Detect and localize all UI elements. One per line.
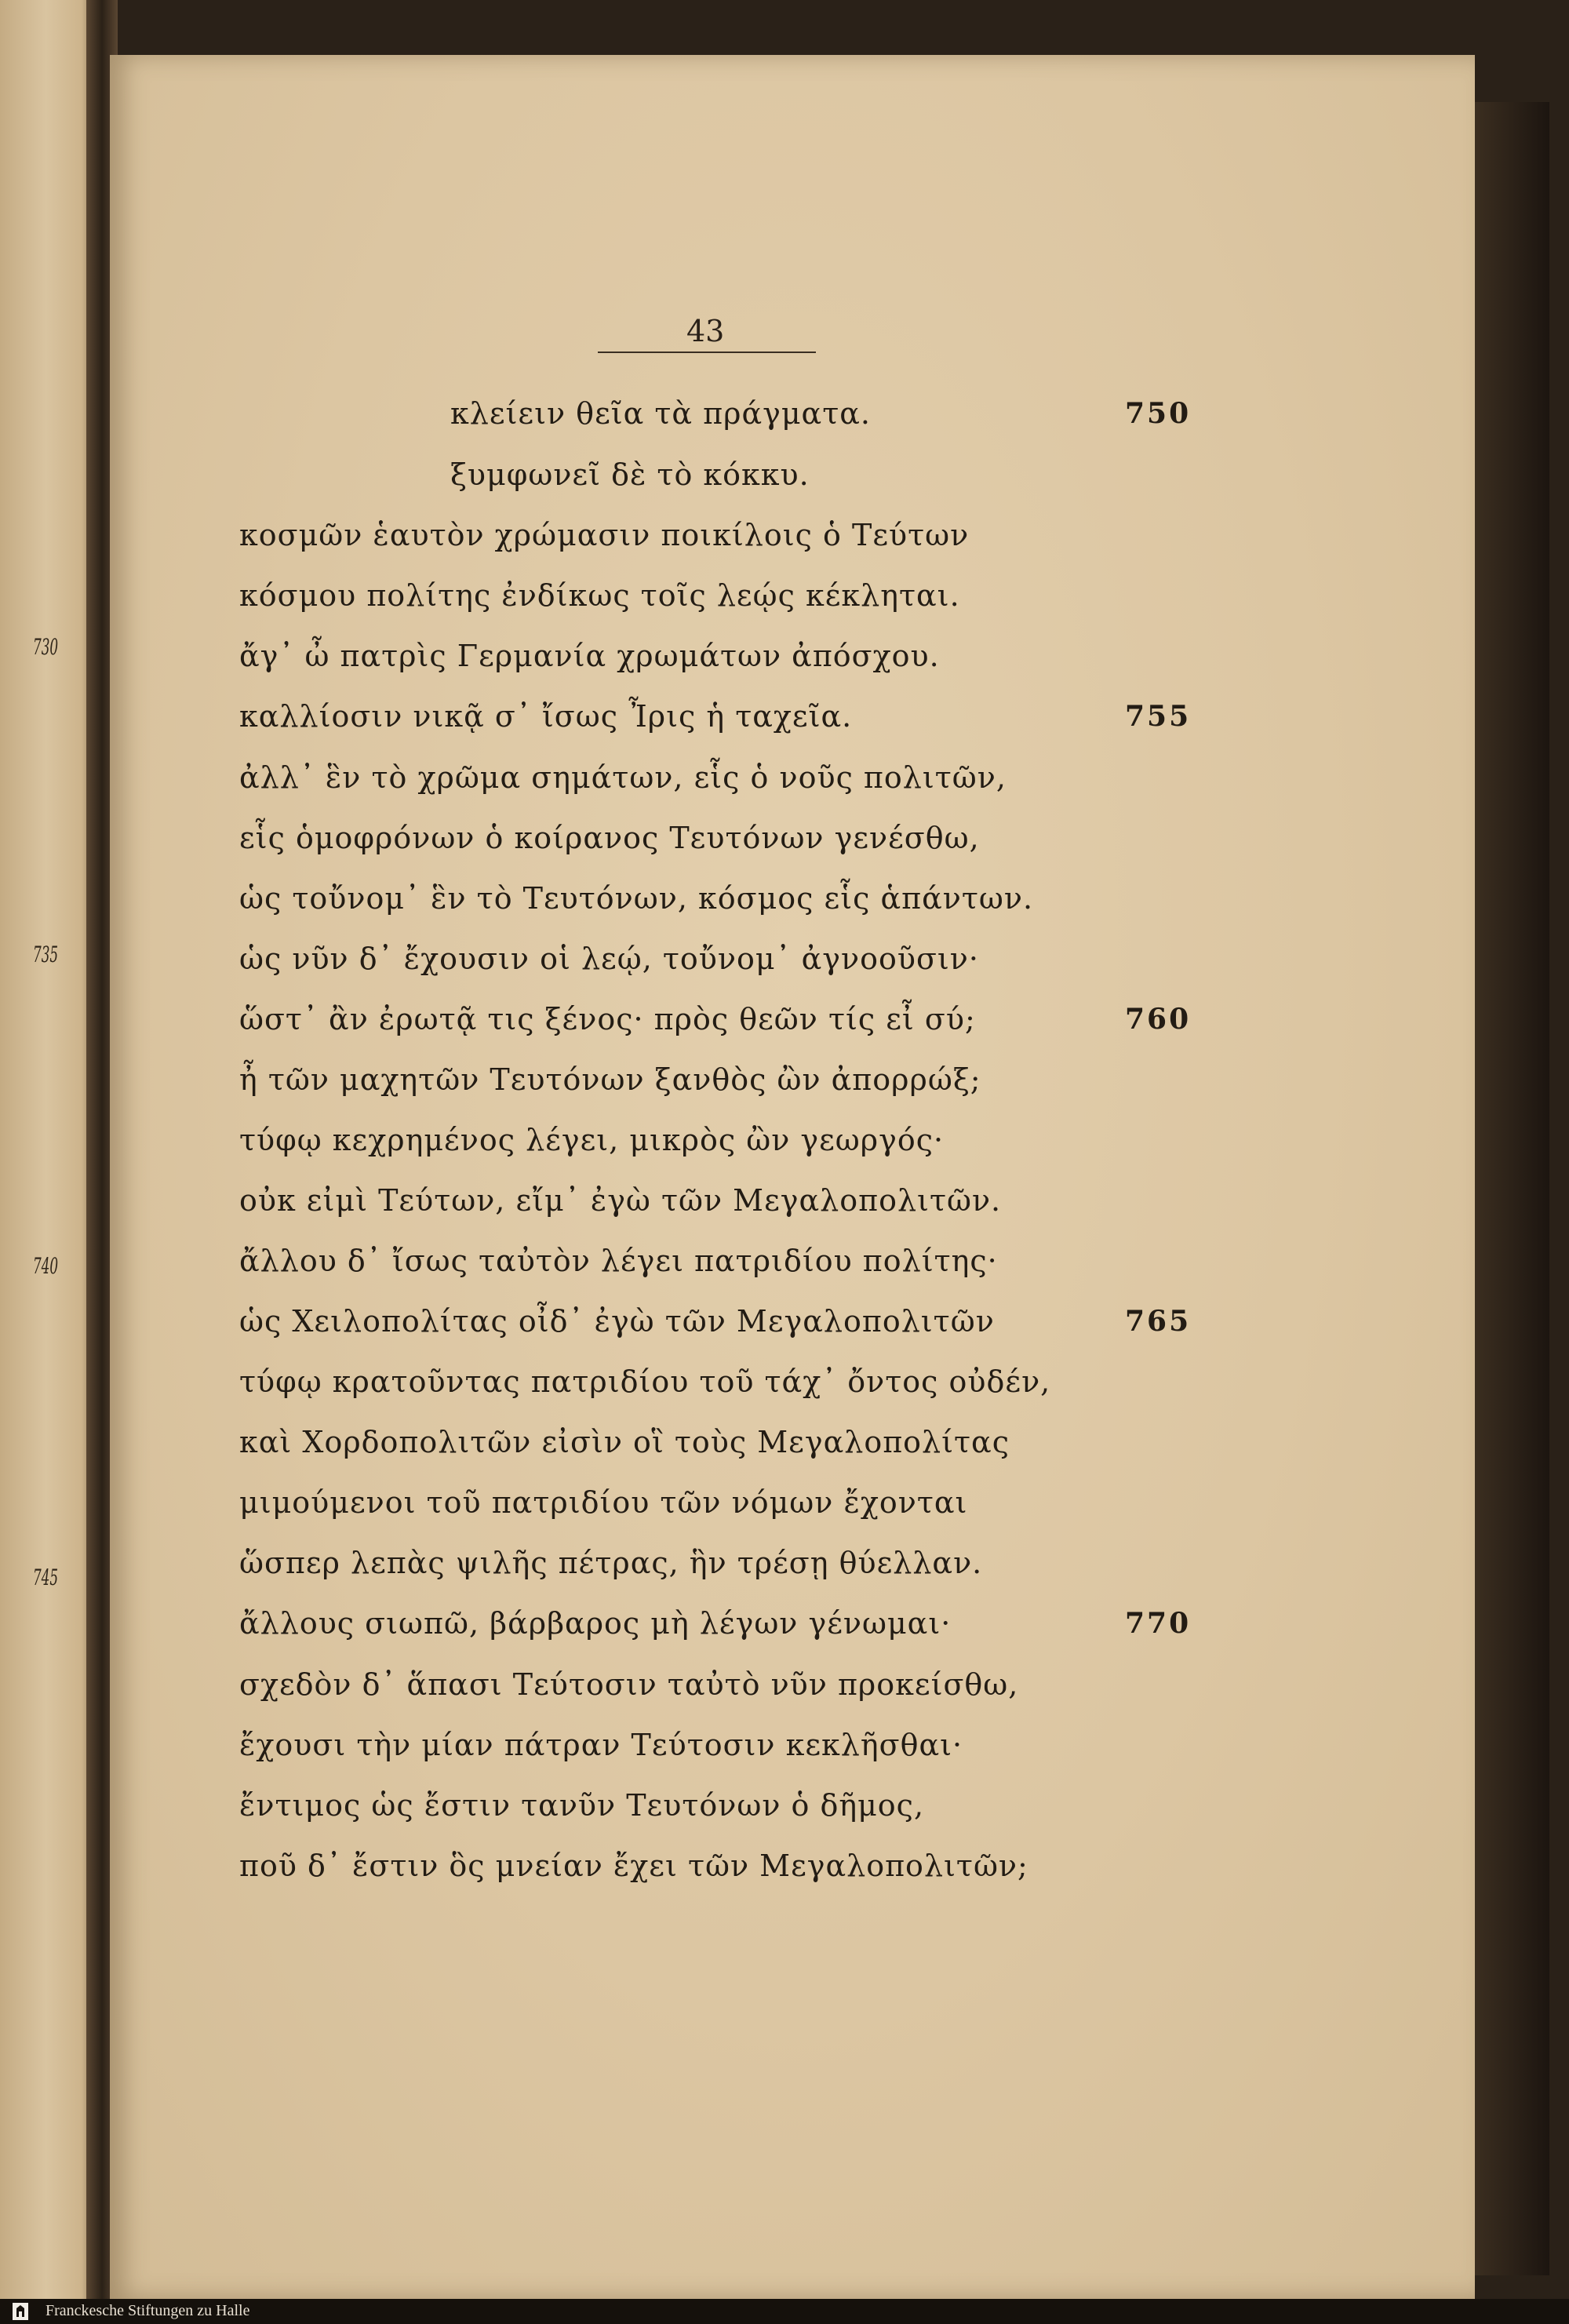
line-number: 750: [1125, 397, 1192, 430]
verse-line: ἄλλου δ᾽ ἴσως ταὐτὸν λέγει πατριδίου πολίτης·: [239, 1244, 998, 1278]
verse-line: εἷς ὁμοφρόνων ὁ κοίρανος Τευτόνων γενέσθω,: [239, 821, 980, 855]
verse-line: μιμούμενοι τοῦ πατριδίου τῶν νόμων ἔχονται: [239, 1485, 968, 1520]
line-number: 765: [1125, 1305, 1192, 1338]
verse-line: κόσμου πολίτης ἐνδίκως τοῖς λεῴς κέκληται.: [239, 578, 960, 613]
line-number: 760: [1125, 1003, 1192, 1036]
line-number: 770: [1125, 1607, 1192, 1640]
verse-line: ὡς Χειλοπολίτας οἶδ᾽ ἐγὼ τῶν Μεγαλοπολιτῶν: [239, 1304, 995, 1339]
verse-line: κλείειν θεῖα τὰ πράγματα.: [450, 396, 871, 431]
book-page: [110, 55, 1475, 2299]
line-number: 755: [1125, 700, 1192, 733]
left-margin-number: 745: [33, 1565, 59, 1590]
verse-line: ἔχουσι τὴν μίαν πάτραν Τεύτοσιν κεκλῆσθαι·: [239, 1728, 963, 1762]
verse-line: ξυμφωνεῖ δὲ τὸ κόκκυ.: [450, 457, 810, 492]
left-margin-number: 740: [33, 1253, 59, 1279]
verse-line: ἄλλους σιωπῶ, βάρβαρος μὴ λέγων γένωμαι·: [239, 1606, 952, 1641]
verse-line: ὡς τοὔνομ᾽ ἓν τὸ Τευτόνων, κόσμος εἷς ἁπάντων.: [239, 881, 1034, 916]
verse-line: ὡς νῦν δ᾽ ἔχουσιν οἱ λεῴ, τοὔνομ᾽ ἀγνοοῦσιν·: [239, 942, 979, 976]
verse-line: ἄγ᾽ ὦ πατρὶς Γερμανία χρωμάτων ἀπόσχου.: [239, 639, 940, 673]
page-number: 43: [686, 314, 725, 348]
footer-bar: [0, 2299, 1569, 2324]
left-margin-number: 730: [33, 634, 59, 660]
verse-line: ποῦ δ᾽ ἔστιν ὃς μνείαν ἔχει τῶν Μεγαλοπολιτῶν;: [239, 1849, 1028, 1883]
verse-line: ἀλλ᾽ ἓν τὸ χρῶμα σημάτων, εἷς ὁ νοῦς πολιτῶν,: [239, 760, 1007, 795]
verse-line: ἦ τῶν μαχητῶν Τευτόνων ξανθὸς ὢν ἀπορρώξ;: [239, 1062, 981, 1097]
footer-credit: Franckesche Stiftungen zu Halle: [46, 2302, 250, 2319]
verse-line: οὐκ εἰμὶ Τεύτων, εἴμ᾽ ἐγὼ τῶν Μεγαλοπολιτῶν.: [239, 1183, 1002, 1218]
institution-logo-icon: [11, 2301, 30, 2322]
verse-line: κοσμῶν ἑαυτὸν χρώμασιν ποικίλοις ὁ Τεύτων: [239, 518, 970, 552]
book-cover-edge: [1475, 102, 1549, 2275]
verse-line: τύφῳ κρατοῦντας πατριδίου τοῦ τάχ᾽ ὄντος οὐδέν,: [239, 1364, 1051, 1399]
verse-line: καὶ Χορδοπολιτῶν εἰσὶν οἳ τοὺς Μεγαλοπολίτας: [239, 1425, 1010, 1459]
verse-line: τύφῳ κεχρημένος λέγει, μικρὸς ὢν γεωργός·: [239, 1123, 945, 1157]
left-margin-number: 735: [33, 942, 59, 967]
verse-line: ἔντιμος ὡς ἔστιν τανῦν Τευτόνων ὁ δῆμος,: [239, 1788, 925, 1823]
verse-line: ὥσπερ λεπὰς ψιλῆς πέτρας, ἣν τρέσῃ θύελλαν.: [239, 1546, 983, 1580]
verse-line: σχεδὸν δ᾽ ἅπασι Τεύτοσιν ταὐτὸ νῦν προκείσθω,: [239, 1667, 1019, 1702]
header-rule: [598, 352, 816, 353]
verse-line: καλλίοσιν νικᾷ σ᾽ ἴσως Ἶρις ἡ ταχεῖα.: [239, 699, 853, 734]
verse-line: ὥστ᾽ ἂν ἐρωτᾷ τις ξένος· πρὸς θεῶν τίς εἶ σύ;: [239, 1002, 976, 1036]
